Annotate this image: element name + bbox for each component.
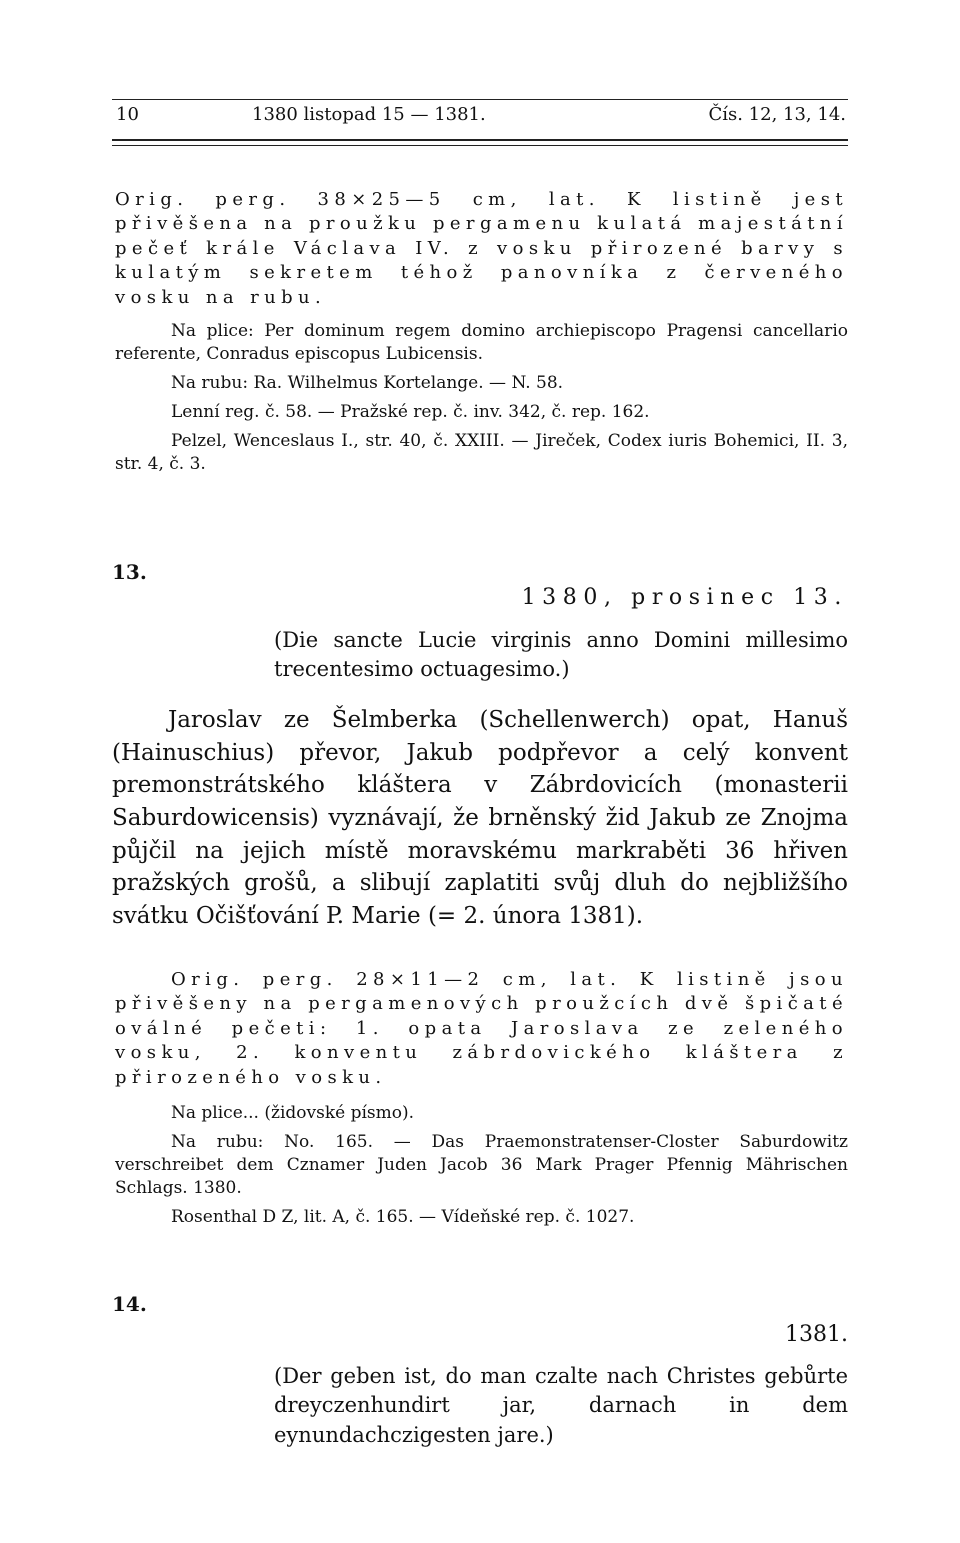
doc13-description: Orig. perg. 28×11—2 cm, lat. K listině jsou přivěšeny na pergamenových proužcích dvě špičaté oválné pečeti: 1. opata Jaroslava ze zeleného vosku, 2. konventu zábrdovického kláštera z přirozeného vosku. <box>115 969 848 1088</box>
doc14-date: 1381. <box>785 1322 848 1347</box>
doc12-lenni-reg: Lenní reg. č. 58. — Pražské rep. č. inv. 342, č. rep. 162. <box>171 402 650 423</box>
doc12-na-plice: Na plice: Per dominum regem domino archiepiscopo Pragensi cancellario referente, Conradus episcopus Lubicensis. <box>115 321 848 365</box>
doc12-na-rubu: Na rubu: Ra. Wilhelmus Kortelange. — N. 58. <box>171 373 564 394</box>
doc13-date: 1380, prosinec 13. <box>521 585 848 610</box>
doc12-literature: Pelzel, Wenceslaus I., str. 40, č. XXIII. — Jireček, Codex iuris Bohemici, II. 3, str. 4, č. 3. <box>115 431 848 475</box>
doc14-dating-clause: (Der geben ist, do man czalte nach Christes gebůrte dreyczenhundirt jar, darnach in dem eynundachczigesten jare.) <box>274 1364 848 1447</box>
doc13-na-plice: Na plice... (židovské písmo). <box>171 1103 415 1124</box>
running-header <box>112 104 848 130</box>
header-date-range: 1380 listopad 15 — 1381. <box>252 104 486 125</box>
doc13-number: 13. <box>112 560 147 584</box>
doc12-apparatus <box>115 188 848 476</box>
doc14-number: 14. <box>112 1292 147 1316</box>
header-top-rule <box>112 99 848 100</box>
doc12-description: Orig. perg. 38×25—5 cm, lat. K listině jest přivěšena na proužku pergamenu kulatá majestátní pečeť krále Václava IV. z vosku přirozené barvy s kulatým sekretem téhož panovníka z červeného vosku na rubu. <box>115 189 848 308</box>
doc13-na-rubu: Na rubu: No. 165. — Das Praemonstratenser-Closter Saburdowitz verschreibet dem Cznamer Juden Jacob 36 Mark Prager Pfennig Mährischen Schlags. 1380. <box>115 1132 848 1199</box>
page-number: 10 <box>116 104 139 125</box>
doc13-rosenthal: Rosenthal D Z, lit. A, č. 165. — Vídeňské rep. č. 1027. <box>171 1207 635 1228</box>
header-document-numbers: Čís. 12, 13, 14. <box>708 104 846 125</box>
doc13-regest: Jaroslav ze Šelmberka (Schellenwerch) opat, Hanuš (Hainuschius) převor, Jakub podpřevor a celý konvent premonstrátského kláštera v Zábrdovicích (monasterii Saburdowicensis) vyznávají, že brněnský žid Jakub ze Znojma půjčil na jejich místě moravskému markraběti 36 hřiven pražských grošů, a slibují zaplatiti svůj dluh do nejbližšího svátku Očišťování P. Marie (= 2. února 1381). <box>112 707 848 929</box>
doc13-apparatus <box>115 968 848 1229</box>
doc13-dating-clause: (Die sancte Lucie virginis anno Domini millesimo trecentesimo octuagesimo.) <box>274 628 848 682</box>
header-rule-thin <box>112 145 848 146</box>
header-rule-thick <box>112 139 848 141</box>
